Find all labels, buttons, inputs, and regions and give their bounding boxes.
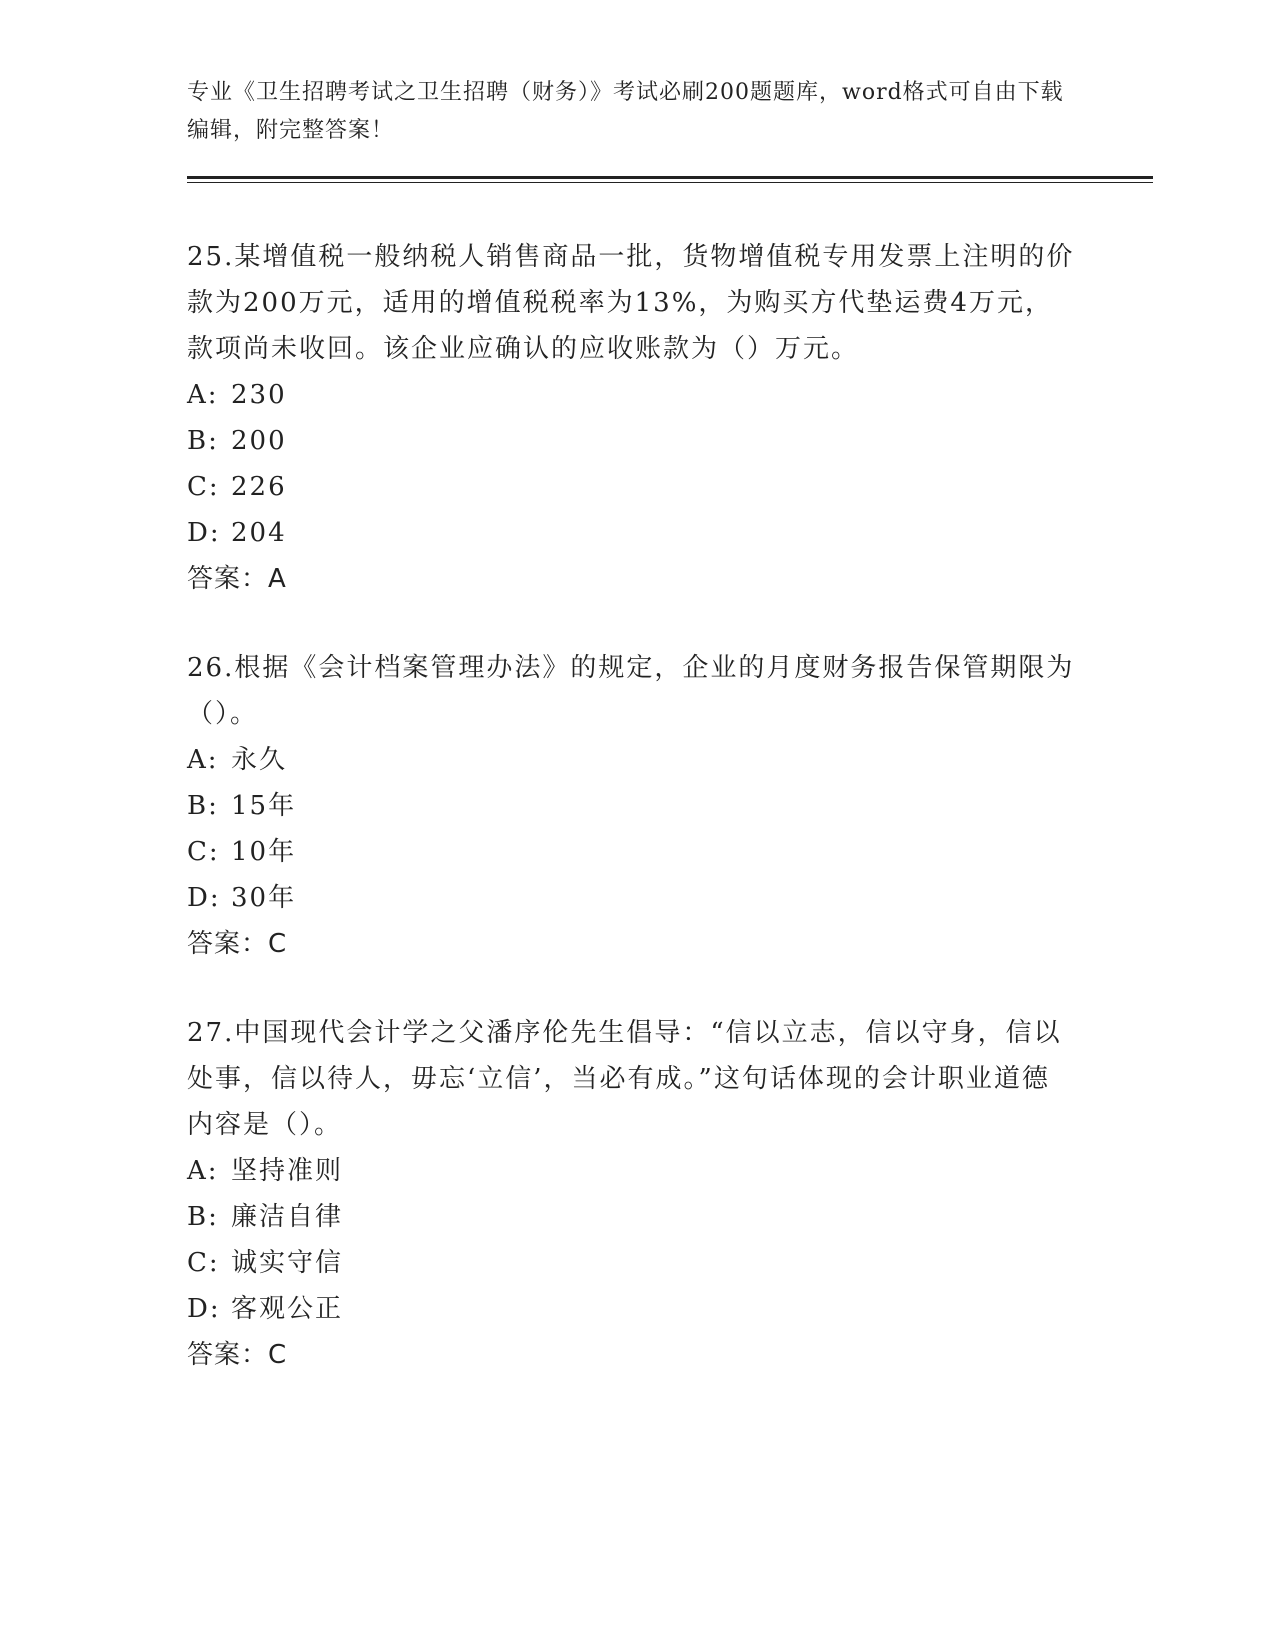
option-text: 10年 xyxy=(231,837,297,867)
option-text: 204 xyxy=(231,518,287,548)
question-26 xyxy=(187,645,1087,967)
option-text: 200 xyxy=(231,426,287,456)
option-c xyxy=(187,1240,1087,1286)
question-stem: 25.某增值税一般纳税人销售商品一批，货物增值税专用发票上注明的价款为200万元，适用的增值税税率为13%，为购买方代垫运费4万元，款项尚未收回。该企业应确认的应收账款为（）万元。 xyxy=(187,242,1075,364)
option-letter: D: xyxy=(187,883,221,913)
header-divider-thin xyxy=(187,182,1153,183)
option-letter: A: xyxy=(187,380,219,410)
option-b xyxy=(187,783,1087,829)
option-b xyxy=(187,418,1087,464)
option-a xyxy=(187,372,1087,418)
option-d xyxy=(187,510,1087,556)
option-letter: D: xyxy=(187,518,221,548)
option-text: 客观公正 xyxy=(231,1294,344,1324)
question-25 xyxy=(187,234,1087,602)
option-a xyxy=(187,1148,1087,1194)
option-d xyxy=(187,875,1087,921)
option-b xyxy=(187,1194,1087,1240)
option-text: 诚实守信 xyxy=(231,1248,344,1278)
document-header: 专业《卫生招聘考试之卫生招聘（财务）》考试必刷200题题库，word格式可自由下载编辑，附完整答案！ xyxy=(187,80,1064,143)
option-letter: C: xyxy=(187,1248,220,1278)
option-letter: D: xyxy=(187,1294,221,1324)
answer-line: 答案：C xyxy=(187,1340,288,1370)
answer-line: 答案：A xyxy=(187,564,287,594)
option-text: 永久 xyxy=(231,745,288,775)
question-stem: 26.根据《会计档案管理办法》的规定，企业的月度财务报告保管期限为（）。 xyxy=(187,653,1075,729)
option-letter: C: xyxy=(187,472,220,502)
option-text: 廉洁自律 xyxy=(231,1202,344,1232)
option-text: 15年 xyxy=(231,791,297,821)
option-letter: A: xyxy=(187,745,219,775)
option-letter: B: xyxy=(187,1202,219,1232)
header-divider-thick xyxy=(187,176,1153,179)
option-c xyxy=(187,464,1087,510)
option-c xyxy=(187,829,1087,875)
option-letter: C: xyxy=(187,837,220,867)
option-letter: A: xyxy=(187,1156,219,1186)
question-stem: 27.中国现代会计学之父潘序伦先生倡导：“信以立志，信以守身，信以处事，信以待人，毋忘‘立信’，当必有成。”这句话体现的会计职业道德内容是（）。 xyxy=(187,1018,1062,1140)
option-letter: B: xyxy=(187,426,219,456)
option-text: 230 xyxy=(231,380,287,410)
answer-line: 答案：C xyxy=(187,929,288,959)
option-text: 坚持准则 xyxy=(231,1156,344,1186)
option-a xyxy=(187,737,1087,783)
option-letter: B: xyxy=(187,791,219,821)
question-27 xyxy=(187,1010,1087,1378)
option-d xyxy=(187,1286,1087,1332)
option-text: 226 xyxy=(231,472,287,502)
option-text: 30年 xyxy=(231,883,297,913)
